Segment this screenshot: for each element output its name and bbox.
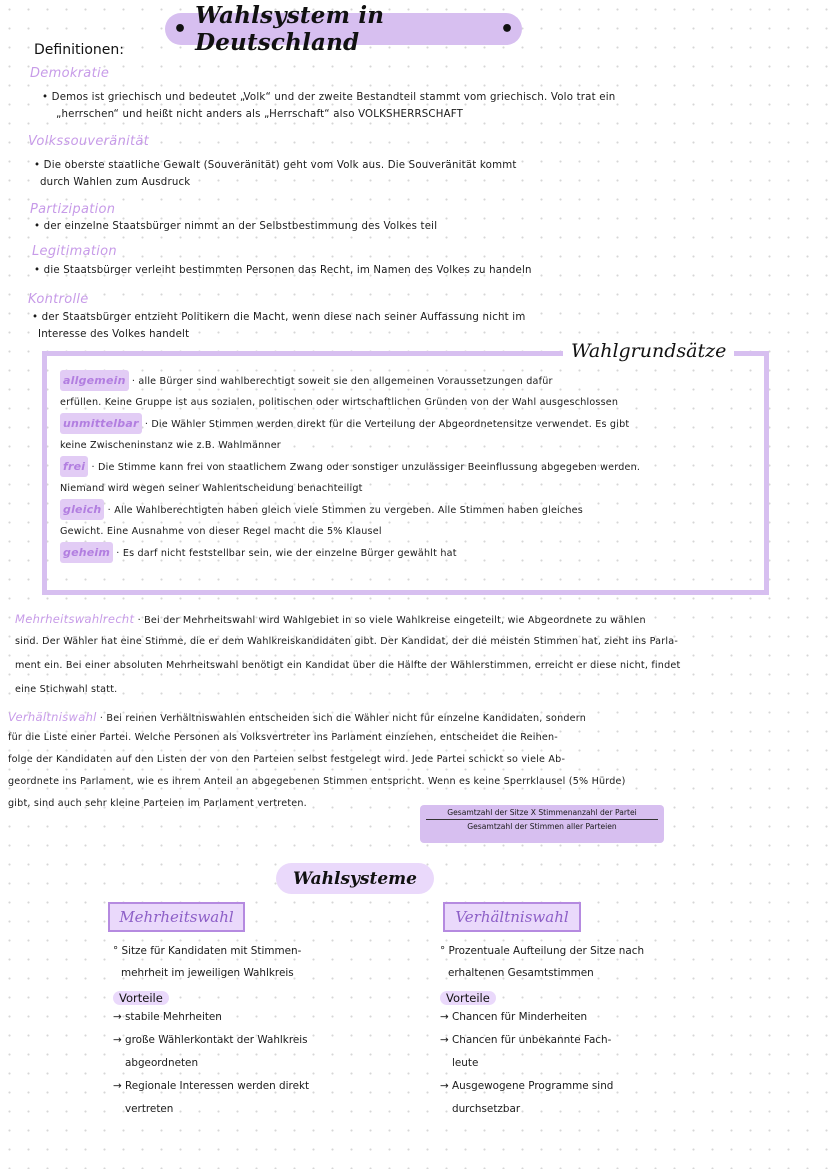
vorteile-row <box>113 987 413 1006</box>
principle-line: Gewicht. Eine Ausnahme von dieser Regel macht die 5% Klausel <box>60 526 382 537</box>
definition-line: • Demos ist griechisch und bedeutet „Volk“ und der zweite Bestandteil stammt vom griechisch. Volo trat ein <box>42 92 616 103</box>
definitions-header: Definitionen: <box>34 42 124 58</box>
principle-term: unmittelbar <box>60 413 142 434</box>
bullet-dot: • <box>499 16 514 42</box>
definition-line: • Die oberste staatliche Gewalt (Souveränität) geht vom Volk aus. Die Souveränität kommt <box>34 160 517 171</box>
list-item: → Ausgewogene Programme sind <box>440 1080 614 1092</box>
paragraph-line: ment ein. Bei einer absoluten Mehrheitswahl benötigt ein Kandidat über die Hälfte der Wählerstimmen, erreicht er diese nicht, findet <box>15 660 681 671</box>
column-title-verhaeltniswahl: Verhältniswahl <box>443 902 581 932</box>
desc-line: mehrheit im jeweiligen Wahlkreis <box>121 967 294 979</box>
principle-text: Es darf nicht feststellbar sein, wie der einzelne Bürger gewählt hat <box>122 548 457 559</box>
title-banner <box>165 2 522 56</box>
principle-line: allgemein · alle Bürger sind wahlberechtigt soweit sie den allgemeinen Voraussetzungen dafür <box>60 370 760 392</box>
section-term: Verhältniswahl <box>8 710 97 724</box>
principles-list <box>60 370 760 564</box>
principle-term: allgemein <box>60 370 129 391</box>
list-item: → Chancen für Minderheiten <box>440 1011 588 1023</box>
paragraph-line: folge der Kandidaten auf den Listen der von den Parteien selbst festgelegt wird. Jede Partei schickt so viele Ab- <box>8 754 566 765</box>
column-mehrheitswahl <box>113 940 413 1121</box>
list-item: durchsetzbar <box>452 1103 521 1115</box>
definition-line: „herrschen“ und heißt nicht anders als „Herrschaft“ also VOLKSHERRSCHAFT <box>56 109 464 120</box>
list-item: → große Wählerkontakt der Wahlkreis <box>113 1034 308 1046</box>
principle-term: gleich <box>60 499 104 520</box>
list-item: → Regionale Interessen werden direkt <box>113 1080 310 1092</box>
principle-line: keine Zwischeninstanz wie z.B. Wahlmänner <box>60 440 281 451</box>
principle-text: Die Wähler Stimmen werden direkt für die Verteilung der Abgeordnetensitze verwendet. Es gibt <box>151 419 630 430</box>
bullet-dot: • <box>173 16 188 42</box>
column-verhaeltniswahl <box>440 940 740 1121</box>
paragraph-line: sind. Der Wähler hat eine Stimme, die er dem Wahlkreiskandidaten gibt. Der Kandidat, der die meisten Stimmen hat, zieht ins Parla- <box>15 636 678 647</box>
definition-line: • die Staatsbürger verleiht bestimmten Personen das Recht, im Namen des Volkes zu handeln <box>34 265 532 276</box>
paragraph-text: Bei reinen Verhältniswahlen entscheiden sich die Wähler nicht für einzelne Kandidaten, sondern <box>106 713 586 724</box>
paragraph-line: Verhältniswahl · Bei reinen Verhältniswahlen entscheiden sich die Wähler nicht für einzelne Kandidaten, sondern <box>8 710 586 724</box>
definition-term: Kontrolle <box>28 292 89 307</box>
advantages-list <box>113 1006 413 1121</box>
list-item-text: stabile Mehrheiten <box>125 1011 222 1023</box>
paragraph-line: Mehrheitswahlrecht · Bei der Mehrheitswahl wird Wahlgebiet in so viele Wahlkreise eingeteilt, wie Abgeordnete zu wählen <box>15 612 646 626</box>
paragraph-line: gibt, sind auch sehr kleine Parteien im Parlament vertreten. <box>8 798 307 809</box>
vorteile-row <box>440 987 740 1006</box>
definition-term: Legitimation <box>32 244 117 259</box>
principle-text: Alle Wahlberechtigten haben gleich viele Stimmen zu vergeben. Alle Stimmen haben gleiches <box>114 505 583 516</box>
principle-line: frei · Die Stimme kann frei von staatlichem Zwang oder sonstiger unzulässiger Beeinflussung abgegeben werden. <box>60 456 760 478</box>
principle-line: erfüllen. Keine Gruppe ist aus sozialen, politischen oder wirtschaftlichen Gründen von der Wahl ausgeschlossen <box>60 397 619 408</box>
definition-line: • der Staatsbürger entzieht Politikern die Macht, wenn diese nach seiner Auffassung nicht im <box>32 312 526 323</box>
principles-title: Wahlgrundsätze <box>563 340 734 362</box>
page-title: Wahlsystem in Deutschland <box>195 2 385 56</box>
principle-term: frei <box>60 456 88 477</box>
definition-line: durch Wahlen zum Ausdruck <box>40 177 191 188</box>
paragraph-line: geordnete ins Parlament, wie es ihrem Anteil an abgegebenen Stimmen entspricht. Wenn es keine Sperrklausel (5% Hürde) <box>8 776 626 787</box>
definition-line: • der einzelne Staatsbürger nimmt an der Selbstbestimmung des Volkes teil <box>34 221 438 232</box>
paragraph-line: eine Stichwahl statt. <box>15 684 118 695</box>
list-item-text: Ausgewogene Programme sind <box>452 1080 614 1092</box>
definition-term: Partizipation <box>30 202 116 217</box>
principle-line: geheim · Es darf nicht feststellbar sein, wie der einzelne Bürger gewählt hat <box>60 542 760 564</box>
desc-line: ° Prozentuale Aufteilung der Sitze nach <box>440 945 645 957</box>
definition-text <box>34 157 517 191</box>
vorteile-label: Vorteile <box>440 991 496 1005</box>
definition-text <box>34 218 437 235</box>
formula-denominator: Gesamtzahl der Stimmen aller Parteien <box>467 822 617 831</box>
advantages-list <box>440 1006 740 1121</box>
principle-line: unmittelbar · Die Wähler Stimmen werden direkt für die Verteilung der Abgeordnetensitze verwendet. Es gibt <box>60 413 760 435</box>
principle-text: Die Stimme kann frei von staatlichem Zwang oder sonstiger unzulässiger Beeinflussung abgegeben werden. <box>98 462 641 473</box>
principle-term: geheim <box>60 542 113 563</box>
principle-line: gleich · Alle Wahlberechtigten haben gleich viele Stimmen zu vergeben. Alle Stimmen haben gleiches <box>60 499 760 521</box>
definition-term: Volkssouveränität <box>28 134 150 149</box>
column-title-mehrheitswahl: Mehrheitswahl <box>108 902 245 932</box>
seat-formula <box>420 805 664 843</box>
definition-text <box>32 309 525 343</box>
section-term: Mehrheitswahlrecht <box>15 612 135 626</box>
definition-text <box>34 89 615 123</box>
definition-text <box>34 262 532 279</box>
vorteile-label: Vorteile <box>113 991 169 1005</box>
desc-line: ° Sitze für Kandidaten mit Stimmen- <box>113 945 302 957</box>
definition-term: Demokratie <box>30 66 110 81</box>
list-item-text: Regionale Interessen werden direkt <box>125 1080 310 1092</box>
column-desc <box>113 940 413 984</box>
list-item: abgeordneten <box>125 1057 199 1069</box>
formula-numerator: Gesamtzahl der Sitze X Stimmenanzahl der Partei <box>426 808 658 820</box>
column-desc <box>440 940 740 984</box>
principle-line: Niemand wird wegen seiner Wahlentscheidung benachteiligt <box>60 483 363 494</box>
list-item: vertreten <box>125 1103 174 1115</box>
desc-text: Sitze für Kandidaten mit Stimmen- <box>121 945 302 957</box>
wahlsysteme-title: Wahlsysteme <box>276 863 434 894</box>
principle-text: alle Bürger sind wahlberechtigt soweit sie den allgemeinen Voraussetzungen dafür <box>138 376 553 387</box>
list-item-text: Chancen für unbekannte Fach- <box>452 1034 612 1046</box>
list-item-text: Chancen für Minderheiten <box>452 1011 588 1023</box>
list-item: leute <box>452 1057 479 1069</box>
list-item: → stabile Mehrheiten <box>113 1011 222 1023</box>
desc-text: Prozentuale Aufteilung der Sitze nach <box>448 945 645 957</box>
list-item-text: große Wählerkontakt der Wahlkreis <box>125 1034 308 1046</box>
definition-line: Interesse des Volkes handelt <box>38 329 190 340</box>
desc-line: erhaltenen Gesamtstimmen <box>448 967 594 979</box>
list-item: → Chancen für unbekannte Fach- <box>440 1034 612 1046</box>
paragraph-text: Bei der Mehrheitswahl wird Wahlgebiet in so viele Wahlkreise eingeteilt, wie Abgeordnete zu wählen <box>144 615 646 626</box>
paragraph-line: für die Liste einer Partei. Welche Personen als Volksvertreter ins Parlament einziehen, entscheidet die Reihen- <box>8 732 558 743</box>
